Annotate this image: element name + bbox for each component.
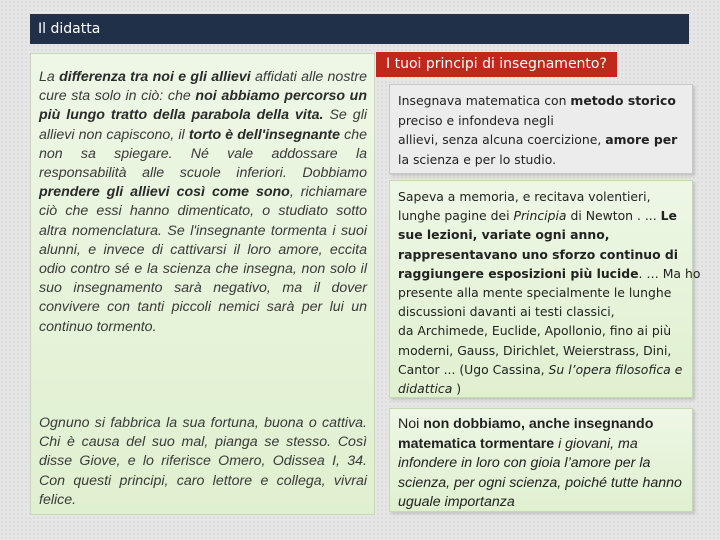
conclusion-bold: non dobbiamo, anche insegnando matematica tormentare: [398, 416, 654, 452]
left-text-run: La: [39, 69, 60, 85]
method-line-3: [398, 130, 684, 150]
left-bold-run: noi abbiamo percorso un più lungo tratto della parabola della vita.: [39, 88, 367, 124]
quote-bold: raggiungere: [398, 265, 489, 281]
quote-line-8: da Archimede, Euclide, Apollonio, fino ai più: [398, 323, 672, 339]
left-paragraph-2: Ognuno si fabbrica la sua fortuna, buona o cattiva. Chi è causa del suo mal, pianga se stesso. Così disse Giove, e lo riferisce Omero, Odissea I, 34. Con questi principi, caro lettore e collega, vivrai felice.: [39, 415, 367, 508]
quote-text: lunghe pagine dei: [398, 208, 514, 224]
left-text-run: Se gli allievi non capiscono, il: [39, 107, 368, 143]
left-text-panel: [30, 53, 375, 515]
quote-line-3: sue lezioni, variate ogni anno,: [398, 227, 610, 243]
quote-line-6: presente alla mente specialmente le lunghe: [398, 285, 672, 301]
left-text-run: affidati alle nostre cure sta solo in ciò: che: [39, 69, 367, 105]
left-bold-run: differenza tra noi e gli allievi: [59, 69, 251, 85]
left-paragraph-1: [39, 68, 367, 337]
method-bold: amore per: [605, 132, 678, 147]
conclusion-italic: i giovani, ma infondere in loro con gioia l’amore per la scienza, per ogni scienza, poiché tutte hanno uguale importanza: [398, 435, 682, 510]
quote-text: Cantor ... (Ugo Cassina,: [398, 361, 549, 377]
quote-text: ): [452, 381, 462, 397]
quote-box: [389, 180, 701, 398]
quote-bold: Le: [660, 208, 677, 224]
quote-line-1: Sapeva a memoria, e recitava volentieri,: [398, 189, 651, 204]
method-line-4: la scienza e per lo studio.: [398, 151, 557, 167]
quote-italic: Su l’opera filosofica e: [548, 361, 683, 377]
principles-title-badge: I tuoi principi di insegnamento?: [376, 52, 617, 77]
left-text-run: , richiamare ciò che essi hanno dimenticato, o studiato sotto altra nomenclatura. Se l'insegnante tormenta i suoi alunni, e invece di cattivarsi il loro amore, eccita odio contro sé e la scienza che insegna, non solo il suo insegnamento sarà negativo, ma il dover convivere con tanti piccoli nemici sarà per lui un continuo tormento.: [39, 184, 367, 335]
quote-italic: Principia: [513, 208, 567, 224]
method-box: [389, 84, 693, 174]
quote-line-5: [398, 264, 701, 283]
slide-title: Il didatta: [38, 21, 101, 37]
quote-line-10: [398, 360, 684, 379]
quote-bold: esposizioni più lucide: [488, 265, 639, 281]
method-text: Insegnava matematica con: [398, 93, 571, 108]
slide-header: [30, 14, 689, 44]
conclusion-text: Noi: [398, 416, 424, 432]
left-bold-run: prendere gli allievi così come sono: [39, 184, 290, 201]
method-bold: metodo storico: [570, 93, 676, 108]
method-line-2: preciso e infondeva negli: [398, 112, 554, 128]
left-text-run: che non sa spiegare. Né vale addossare la responsabilità alle scuole inferiori. Dobbiamo: [39, 126, 367, 182]
quote-line-11: [398, 379, 684, 398]
method-text: allievi, senza alcuna coercizione,: [398, 132, 606, 147]
quote-text: . … Ma ho: [638, 265, 701, 281]
quote-line-4: rappresentavano uno sforzo continuo di: [398, 246, 679, 262]
quote-line-2: [398, 206, 684, 225]
quote-italic: didattica: [398, 381, 453, 397]
quote-text: di Newton . ...: [566, 208, 661, 224]
left-bold-run: torto è dell'insegnante: [188, 126, 340, 143]
method-line-1: [398, 91, 684, 111]
quote-line-7: discussioni davanti ai testi classici,: [398, 304, 615, 320]
quote-line-9: moderni, Gauss, Dirichlet, Weierstrass, Dini,: [398, 342, 672, 358]
conclusion-box: [389, 408, 693, 512]
